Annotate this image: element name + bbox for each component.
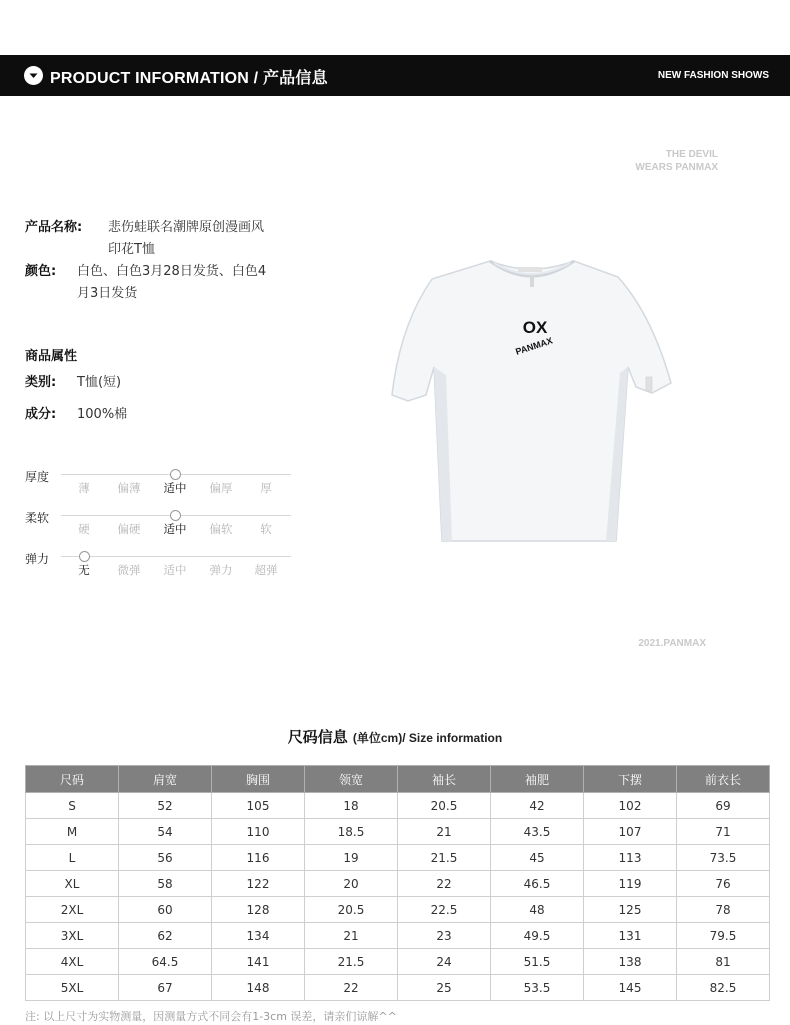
header-cell: 领宽 bbox=[305, 766, 398, 793]
table-cell: M bbox=[26, 819, 119, 845]
table-cell: 45 bbox=[491, 845, 584, 871]
table-cell: 20.5 bbox=[305, 897, 398, 923]
table-row bbox=[26, 845, 770, 871]
table-cell: 4XL bbox=[26, 949, 119, 975]
table-cell: 25 bbox=[398, 975, 491, 1001]
scale-option: 适中 bbox=[163, 563, 187, 577]
table-cell: 113 bbox=[584, 845, 677, 871]
table-cell: 58 bbox=[119, 871, 212, 897]
table-cell: 22 bbox=[305, 975, 398, 1001]
header-cell: 前衣长 bbox=[677, 766, 770, 793]
material-value: 100%棉 bbox=[77, 407, 128, 422]
product-color-line-1: 白色、白色3月28日发货、白色4 bbox=[77, 264, 267, 279]
size-title-cn: 尺码信息 bbox=[287, 728, 348, 746]
type-field bbox=[25, 372, 122, 394]
table-cell: 64.5 bbox=[119, 949, 212, 975]
shirt-print-ox: OX bbox=[522, 318, 548, 337]
table-row bbox=[26, 949, 770, 975]
shirt-print-panmax: PANMAX bbox=[514, 335, 554, 357]
table-cell: 21.5 bbox=[305, 949, 398, 975]
table-cell: 119 bbox=[584, 871, 677, 897]
scale-option: 弹力 bbox=[209, 563, 233, 577]
table-cell: 54 bbox=[119, 819, 212, 845]
product-color-label: 颜色: bbox=[25, 264, 57, 279]
table-cell: 18.5 bbox=[305, 819, 398, 845]
table-row bbox=[26, 793, 770, 819]
header-cell: 袖长 bbox=[398, 766, 491, 793]
table-cell: 148 bbox=[212, 975, 305, 1001]
product-image bbox=[390, 255, 672, 545]
header-cell: 肩宽 bbox=[119, 766, 212, 793]
table-row bbox=[26, 871, 770, 897]
scale-option: 偏厚 bbox=[209, 481, 233, 495]
section-banner bbox=[0, 55, 790, 96]
product-name-line-1: 悲伤蛙联名潮牌原创漫画风 bbox=[108, 220, 265, 235]
product-color-field bbox=[25, 261, 267, 301]
table-cell: 52 bbox=[119, 793, 212, 819]
table-row bbox=[26, 819, 770, 845]
table-cell: 19 bbox=[305, 845, 398, 871]
product-name-label: 产品名称: bbox=[25, 220, 83, 235]
table-cell: XL bbox=[26, 871, 119, 897]
scale-option: 偏薄 bbox=[117, 481, 141, 495]
scale-indicator bbox=[170, 469, 181, 480]
attributes-title: 商品属性 bbox=[25, 349, 78, 364]
table-cell: 5XL bbox=[26, 975, 119, 1001]
elasticity-scale bbox=[25, 550, 295, 590]
header-cell: 下摆 bbox=[584, 766, 677, 793]
scale-name: 柔软 bbox=[25, 511, 50, 525]
table-cell: 21 bbox=[398, 819, 491, 845]
table-cell: 60 bbox=[119, 897, 212, 923]
table-cell: 76 bbox=[677, 871, 770, 897]
scale-option: 厚 bbox=[260, 481, 272, 495]
scale-option-selected: 无 bbox=[78, 563, 90, 577]
banner-title: PRODUCT INFORMATION / 产品信息 bbox=[50, 70, 328, 87]
scale-option: 微弹 bbox=[117, 563, 141, 577]
table-cell: 125 bbox=[584, 897, 677, 923]
table-cell: 82.5 bbox=[677, 975, 770, 1001]
table-cell: 116 bbox=[212, 845, 305, 871]
material-label: 成分: bbox=[25, 407, 57, 422]
table-cell: 107 bbox=[584, 819, 677, 845]
table-cell: 102 bbox=[584, 793, 677, 819]
table-cell: 105 bbox=[212, 793, 305, 819]
scale-option: 超弹 bbox=[254, 563, 278, 577]
scale-indicator bbox=[79, 551, 90, 562]
table-cell: 22 bbox=[398, 871, 491, 897]
table-cell: 138 bbox=[584, 949, 677, 975]
table-cell: 110 bbox=[212, 819, 305, 845]
scale-option: 软 bbox=[260, 522, 272, 536]
material-field bbox=[25, 404, 128, 426]
scale-option: 偏软 bbox=[209, 522, 233, 536]
table-cell: 46.5 bbox=[491, 871, 584, 897]
table-cell: 20 bbox=[305, 871, 398, 897]
table-cell: 71 bbox=[677, 819, 770, 845]
table-cell: 128 bbox=[212, 897, 305, 923]
table-cell: 21.5 bbox=[398, 845, 491, 871]
scale-indicator bbox=[170, 510, 181, 521]
size-info-title bbox=[0, 726, 790, 747]
table-cell: 18 bbox=[305, 793, 398, 819]
table-cell: 24 bbox=[398, 949, 491, 975]
table-cell: 122 bbox=[212, 871, 305, 897]
table-cell: 51.5 bbox=[491, 949, 584, 975]
brand-footer: 2021.PANMAX bbox=[638, 638, 706, 649]
product-color-line-2: 月3日发货 bbox=[77, 286, 138, 301]
table-cell: 2XL bbox=[26, 897, 119, 923]
table-row bbox=[26, 975, 770, 1001]
brand-line-1: THE DEVIL bbox=[665, 149, 718, 160]
table-cell: 131 bbox=[584, 923, 677, 949]
table-cell: 49.5 bbox=[491, 923, 584, 949]
table-cell: 48 bbox=[491, 897, 584, 923]
brand-watermark bbox=[600, 148, 718, 174]
header-cell: 胸围 bbox=[212, 766, 305, 793]
scale-name: 弹力 bbox=[25, 552, 50, 566]
size-table-header bbox=[26, 766, 770, 793]
table-cell: 73.5 bbox=[677, 845, 770, 871]
table-cell: L bbox=[26, 845, 119, 871]
type-value: T恤(短) bbox=[77, 375, 122, 390]
table-cell: 62 bbox=[119, 923, 212, 949]
size-table bbox=[25, 765, 770, 1001]
table-cell: 69 bbox=[677, 793, 770, 819]
table-cell: 78 bbox=[677, 897, 770, 923]
table-cell: 20.5 bbox=[398, 793, 491, 819]
table-cell: 56 bbox=[119, 845, 212, 871]
softness-scale bbox=[25, 509, 295, 549]
table-cell: 42 bbox=[491, 793, 584, 819]
banner-right-text: NEW FASHION SHOWS bbox=[657, 70, 769, 81]
thickness-scale bbox=[25, 468, 295, 508]
table-cell: 134 bbox=[212, 923, 305, 949]
header-cell: 尺码 bbox=[26, 766, 119, 793]
table-cell: S bbox=[26, 793, 119, 819]
scale-option: 偏硬 bbox=[117, 522, 141, 536]
scale-line bbox=[61, 556, 291, 557]
table-cell: 22.5 bbox=[398, 897, 491, 923]
product-name-line-2: 印花T恤 bbox=[108, 242, 155, 257]
chevron-down-circle-icon bbox=[24, 66, 43, 85]
size-note: 注: 以上尺寸为实物测量，因测量方式不同会有1-3cm 误差，请亲们谅解^^ bbox=[25, 1010, 397, 1023]
table-cell: 145 bbox=[584, 975, 677, 1001]
type-label: 类别: bbox=[25, 375, 57, 390]
scale-option-selected: 适中 bbox=[163, 481, 187, 495]
table-cell: 3XL bbox=[26, 923, 119, 949]
table-row bbox=[26, 897, 770, 923]
table-cell: 141 bbox=[212, 949, 305, 975]
product-name-field bbox=[25, 217, 265, 257]
table-cell: 79.5 bbox=[677, 923, 770, 949]
scale-option: 薄 bbox=[78, 481, 90, 495]
table-cell: 67 bbox=[119, 975, 212, 1001]
scale-name: 厚度 bbox=[25, 470, 50, 484]
size-title-en: (单位cm)/ Size information bbox=[352, 731, 503, 745]
table-cell: 81 bbox=[677, 949, 770, 975]
size-table-body bbox=[26, 793, 770, 1001]
table-cell: 43.5 bbox=[491, 819, 584, 845]
scale-option: 硬 bbox=[78, 522, 90, 536]
table-row bbox=[26, 923, 770, 949]
table-cell: 53.5 bbox=[491, 975, 584, 1001]
table-cell: 23 bbox=[398, 923, 491, 949]
scale-option-selected: 适中 bbox=[163, 522, 187, 536]
table-cell: 21 bbox=[305, 923, 398, 949]
header-cell: 袖肥 bbox=[491, 766, 584, 793]
brand-line-2: WEARS PANMAX bbox=[635, 162, 718, 173]
